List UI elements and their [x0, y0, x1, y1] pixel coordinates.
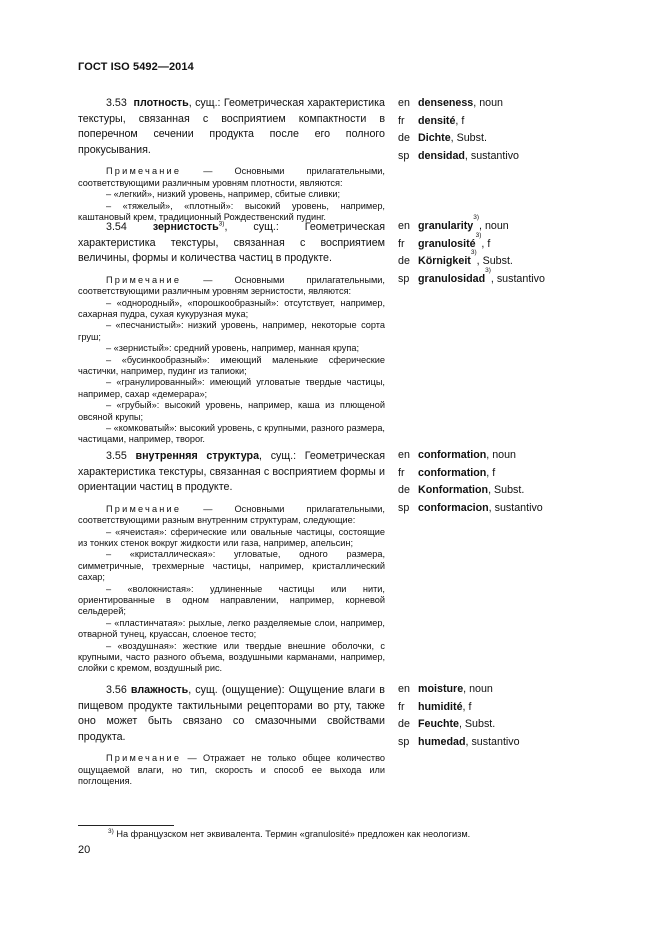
equivalent-term: granulosidad: [418, 272, 486, 285]
term-equivalents: [398, 214, 638, 288]
equivalent-term: humedad: [418, 735, 466, 748]
term-equivalents: [398, 95, 638, 165]
equivalent-pos: , noun: [479, 220, 509, 232]
equivalent-lang: fr: [398, 700, 405, 713]
equivalent-lang: sp: [398, 501, 410, 514]
equivalent-term: Konformation: [418, 484, 489, 496]
footnote-mark: 3): [108, 827, 114, 835]
note-item: – «воздушная»: жесткие или твердые внешние оболочки, с крупными, часто разного объема, воздушными карманами, например, слойки с кремом, воздушный рис.: [78, 640, 385, 674]
term-note: [78, 166, 385, 223]
equivalent-term: denseness: [418, 97, 474, 109]
equivalent-row: [398, 500, 638, 518]
note-item: – «бусинкообразный»: имеющий маленькие сферические частички, например, пудинг из тапиоки;: [78, 354, 385, 377]
equivalent-lang: sp: [398, 149, 410, 162]
note-label: Примечание: [106, 753, 182, 764]
term-word: плотность: [133, 97, 189, 109]
term-definition: [78, 96, 385, 158]
equivalent-lang: sp: [398, 735, 410, 748]
footnote-text: На французском нет эквивалента. Термин «granulosité» предложен как неологизм.: [113, 829, 471, 839]
equivalent-lang: fr: [398, 114, 405, 127]
equivalent-row: [398, 699, 638, 717]
note-item: – «комковатый»: высокий уровень, с крупными, разного размера, частицами, например, творог.: [78, 423, 385, 445]
equivalent-pos: , noun: [473, 97, 503, 109]
equivalent-lang: fr: [398, 237, 405, 250]
equivalent-term: granularity: [418, 220, 474, 232]
equivalent-pos: , noun: [463, 683, 493, 695]
term-entry: [78, 683, 385, 788]
equivalent-row: [398, 482, 638, 500]
note-label: Примечание: [106, 166, 182, 177]
note-intro: — Основными прилагательными, соответствующими различным уровням зернистости, являются:: [78, 274, 385, 297]
equivalent-pos: , sustantivo: [490, 272, 545, 285]
note-item: – «волокнистая»: удлиненные частицы или нити, ориентированные в одном направлении, например, корневой сельдерей;: [78, 583, 385, 617]
equivalent-row: [398, 447, 638, 465]
term-equivalents: [398, 447, 638, 517]
equivalent-row: [398, 231, 638, 254]
equivalent-pos: , f: [481, 237, 491, 250]
equivalent-lang: de: [398, 484, 410, 496]
note-item: – «однородный», «порошкообразный»: отсутствует, например, сахарная пудра, сухая кукурузная мука;: [78, 297, 385, 319]
equivalent-pos: , f: [455, 114, 465, 127]
note-intro-line: [78, 504, 385, 527]
equivalent-lang: en: [398, 683, 410, 695]
equivalent-row: [398, 734, 638, 752]
term-description: , сущ.: Геометрическая характеристика текстуры, связанная с восприятием величины, формы и количества частиц в продукте.: [78, 221, 385, 265]
equivalent-superscript: 3): [470, 249, 477, 256]
term-definition: [78, 683, 385, 745]
equivalent-lang: en: [398, 449, 410, 461]
note-item: – «песчанистый»: низкий уровень, например, некоторые сорта груш;: [78, 320, 385, 342]
note-item: – «гранулированный»: имеющий угловатые твердые частицы, например, сахар «демерара»;: [78, 377, 385, 399]
equivalent-lang: sp: [398, 272, 410, 285]
equivalent-row: [398, 113, 638, 131]
term-note: [78, 504, 385, 675]
equivalent-pos: , Subst.: [450, 132, 487, 144]
term-note: [78, 275, 385, 446]
term-word: влажность: [130, 684, 189, 696]
term-number: 3.55: [106, 450, 127, 462]
note-item: – «легкий», низкий уровень, например, сбитые сливки;: [106, 189, 341, 200]
equivalent-lang: de: [398, 718, 410, 730]
note-item: – «кристаллическая»: угловатые, одного размера, симметричные, трехмерные частицы, например, кристаллический сахар;: [78, 549, 385, 583]
term-definition: [78, 220, 385, 267]
document-header: ГОСТ ISO 5492—2014: [78, 61, 194, 73]
equivalent-term: humidité: [418, 700, 463, 713]
equivalent-superscript: 3): [473, 214, 480, 221]
term-entry: [78, 96, 385, 223]
equivalent-row: [398, 214, 638, 236]
note-intro: — Отражает не только общее количество ощущаемой влаги, но тип, скорость и способ ее выхода или поглощения.: [78, 753, 385, 787]
term-note: [78, 753, 385, 787]
equivalent-row: [398, 681, 638, 699]
equivalent-row: [398, 249, 638, 271]
term-description: , сущ.: Геометрическая характеристика текстуры, связанная с восприятием компактности в поперечном сечении продукта после его полного прокусывания.: [78, 97, 385, 156]
note-intro-line: [78, 275, 385, 298]
equivalent-pos: , Subst.: [476, 255, 513, 267]
equivalent-term: granulosité: [418, 237, 476, 250]
equivalent-lang: de: [398, 132, 410, 144]
equivalent-term: Feuchte: [418, 718, 459, 730]
equivalent-row: [398, 95, 638, 113]
note-label: Примечание: [106, 274, 182, 285]
equivalent-term: conformation: [418, 466, 487, 479]
note-item: – «ячеистая»: сферические или овальные частицы, состоящие из тонких стенок вокруг жидкости или газа, например, апельсин;: [78, 526, 385, 548]
equivalent-pos: , f: [462, 700, 472, 713]
note-intro-line: [78, 166, 385, 189]
equivalent-pos: , sustantivo: [488, 501, 543, 514]
equivalent-pos: , f: [486, 466, 496, 479]
note-item: – «зернистый»: средний уровень, например, манная крупа;: [106, 343, 359, 354]
equivalent-pos: , noun: [486, 449, 516, 461]
equivalent-lang: en: [398, 97, 410, 109]
equivalent-term: Dichte: [418, 132, 451, 144]
note-item: – «грубый»: высокий уровень, например, каша из плющеной овсяной крупы;: [78, 400, 385, 422]
term-word: зернистость: [152, 221, 219, 233]
equivalent-term: Körnigkeit: [418, 255, 471, 267]
equivalent-row: [398, 716, 638, 734]
footnote: [108, 829, 470, 839]
footnote-divider: [78, 825, 174, 826]
equivalent-row: [398, 148, 638, 166]
term-word: внутренняя структура: [135, 450, 260, 462]
note-item: – «пластинчатая»: рыхлые, легко разделяемые слои, например, отварной тунец, круассан, слоеное тесто;: [78, 617, 385, 640]
note-label: Примечание: [106, 503, 182, 514]
page-number: 20: [78, 844, 91, 856]
term-superscript: 3): [218, 220, 225, 228]
equivalent-lang: en: [398, 220, 410, 232]
term-description: , сущ. (ощущение): Ощущение влаги в пищевом продукте тактильными рецепторами во рту, также оно может быть связано со смазочными свойствами продукта.: [78, 684, 385, 743]
equivalent-lang: de: [398, 255, 410, 267]
term-entry: [78, 220, 385, 446]
equivalent-row: [398, 266, 638, 289]
note-intro: — Основными прилагательными, соответствующими разным внутренним структурам, следующие:: [78, 503, 385, 526]
equivalent-superscript: 3): [485, 266, 491, 274]
equivalent-term: moisture: [418, 683, 464, 695]
term-description: , сущ.: Геометрическая характеристика текстуры, связанная с восприятием формы и ориентации частиц в продукте.: [78, 450, 385, 494]
term-definition: [78, 449, 385, 496]
term-equivalents: [398, 681, 638, 751]
equivalent-term: densité: [418, 114, 456, 127]
equivalent-term: densidad: [418, 149, 465, 162]
equivalent-row: [398, 130, 638, 148]
term-number: 3.56: [106, 684, 127, 696]
equivalent-pos: , Subst.: [488, 484, 525, 496]
equivalent-pos: , Subst.: [458, 718, 496, 730]
note-intro: — Основными прилагательными, соответствующими различным уровням плотности, являются:: [78, 166, 385, 188]
term-number: 3.53: [106, 97, 127, 109]
equivalent-superscript: 3): [475, 231, 482, 239]
term-entry: [78, 449, 385, 675]
equivalent-term: conformacion: [418, 501, 489, 514]
equivalent-pos: , sustantivo: [464, 149, 519, 162]
note-item: – «тяжелый», «плотный»: высокий уровень, например, каштановый крем, традиционный Рождественский пудинг.: [78, 200, 385, 222]
equivalent-row: [398, 465, 638, 483]
term-number: 3.54: [106, 221, 127, 233]
equivalent-term: conformation: [418, 449, 487, 461]
note-intro-line: [78, 753, 385, 787]
equivalent-lang: fr: [398, 466, 405, 479]
equivalent-pos: , sustantivo: [465, 735, 520, 748]
